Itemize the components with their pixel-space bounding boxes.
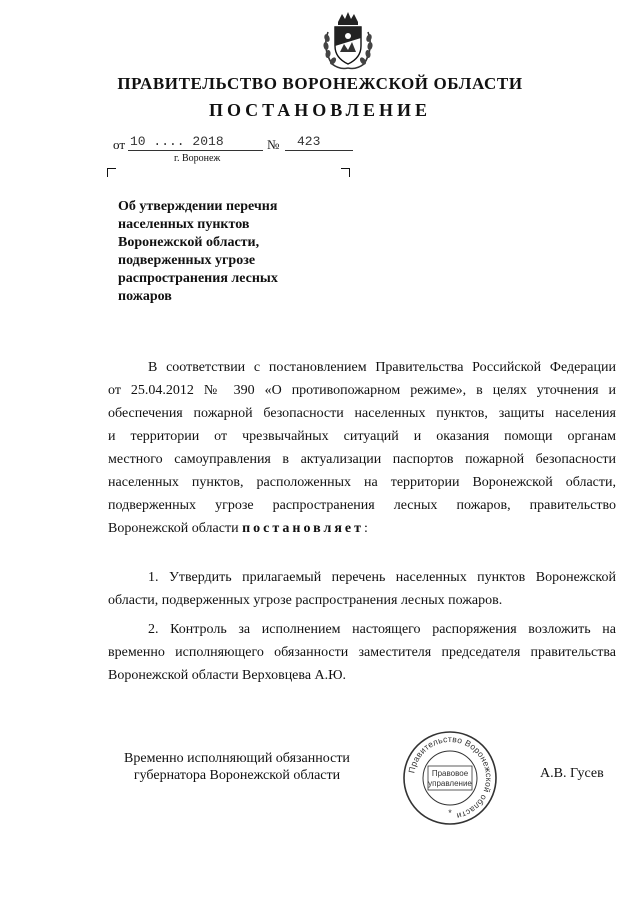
item-1-line: 1. Утвердить прилагаемый перечень населенных пунктов Воронежской [148,570,616,585]
decree-colon: : [364,521,368,536]
preamble-line: В соответствии с постановлением Правительства Российской Федерации [148,360,616,375]
subject-line: Об утверждении перечня [118,199,278,214]
signatory-name: А.В. Гусев [540,766,604,781]
document-subject [118,198,348,306]
item-2-line: временно исполняющего обязанности заместителя председателя правительства [108,645,616,660]
subject-line: населенных пунктов [118,217,250,232]
city-label: г. Воронеж [174,153,221,164]
subject-line: подверженных угрозе [118,253,256,268]
preamble-line: подверженных угрозе распространения лесных пожаров, правительство [108,498,616,513]
official-stamp [400,728,500,828]
number-prefix: № [267,137,280,152]
date-underline [128,150,263,151]
subject-line: Воронежской области, [118,235,260,250]
stamp-star-icon: * [448,808,452,818]
item-1-paragraph [108,566,616,612]
item-2-line: Воронежской области Верховцева А.Ю. [108,668,347,683]
document-type-title: ПОСТАНОВЛЕНИЕ [208,100,432,120]
document-number: 423 [297,134,321,149]
preamble-line: и территории от чрезвычайных ситуаций и оказания помощи органам [108,429,616,444]
government-title: ПРАВИТЕЛЬСТВО ВОРОНЕЖСКОЙ ОБЛАСТИ [117,74,523,93]
preamble-line: населенных пунктов, расположенных на территории Воронежской области, [108,475,616,490]
date-value: 10 .... 2018 [130,134,224,149]
stamp-center-line: управление [428,779,472,788]
bracket-corner-left [107,168,116,177]
preamble-line: местного самоуправления в актуализации паспортов пожарной безопасности [108,452,616,467]
stamp-center-line: Правовое [431,769,469,778]
signatory-position-line: Временно исполняющий обязанности [124,751,350,766]
subject-line: распространения лесных [118,271,278,286]
bracket-corner-right [341,168,350,177]
preamble-paragraph [108,356,616,540]
item-2-paragraph [108,618,616,687]
preamble-last-text: Воронежской области [108,521,239,536]
date-prefix: от [113,137,126,152]
preamble-line: от 25.04.2012 № 390 «О противопожарном режиме», в целях уточнения и [108,383,616,398]
stamp-ring-text: Правительство Воронежской области [406,733,495,822]
decree-word: постановляет [242,521,365,536]
preamble-line: обеспечения пожарной безопасности населенных пунктов, защиты населения [108,406,616,421]
preamble-last-line [108,517,616,540]
coat-of-arms-emblem [318,8,378,72]
number-underline [285,150,353,151]
item-2-line: 2. Контроль за исполнением настоящего распоряжения возложить на [148,622,616,637]
signatory-position-line: губернатора Воронежской области [133,768,341,783]
subject-line: пожаров [118,289,172,304]
item-1-line: области, подверженных угрозе распространения лесных пожаров. [108,593,503,608]
signatory-position [112,750,362,784]
